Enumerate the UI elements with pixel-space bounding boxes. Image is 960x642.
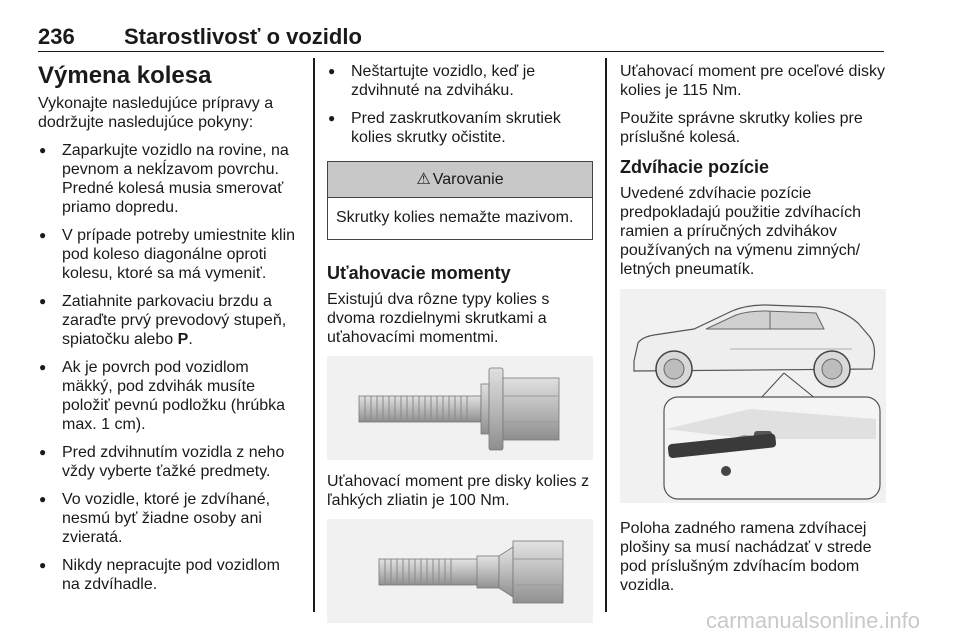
page-header bbox=[38, 22, 884, 52]
list-item bbox=[38, 292, 300, 349]
column-1 bbox=[38, 62, 300, 603]
column-3 bbox=[620, 62, 886, 604]
steel-wheel-bolt-illustration bbox=[327, 356, 593, 460]
gear-letter: P bbox=[177, 331, 189, 348]
warning-triangle-icon: ⚠ bbox=[416, 171, 431, 188]
instruction-list bbox=[38, 141, 300, 594]
alloy-torque-text: Uťahovací moment pre disky kolies z ľahkých zliatin je 100 Nm. bbox=[327, 473, 590, 509]
list-item: ● Ak je povrch pod vozidlom mäkký, pod zdvihák musíte položiť pevnú podložku (hrúbka max. 1 cm). bbox=[38, 358, 300, 434]
page-number: 236 bbox=[38, 24, 75, 49]
car-lift-point-icon bbox=[620, 289, 886, 503]
wheel-bolt-icon bbox=[327, 356, 593, 460]
column-divider bbox=[605, 58, 607, 612]
wheel-bolt-icon bbox=[327, 519, 593, 623]
lifting-position-illustration bbox=[620, 289, 886, 503]
list-item: ● Pred zdvihnutím vozidla z neho vždy vyberte ťažké predmety. bbox=[38, 443, 300, 481]
list-item: ● Nikdy nepracujte pod vozidlom na zdvíhadle. bbox=[38, 556, 300, 594]
steel-torque-text: Uťahovací moment pre oceľové disky kolies je 115 Nm. bbox=[620, 63, 886, 99]
alloy-wheel-bolt-illustration bbox=[327, 519, 593, 623]
punctuation: . bbox=[188, 331, 193, 348]
list-item: ● Zaparkujte vozidlo na rovine, na pevnom a nekĺzavom povrchu. Predné kolesá musia smerovať priamo dopredu. bbox=[38, 141, 300, 217]
warning-header bbox=[328, 162, 592, 198]
list-item: ● V prípade potreby umiestnite klin pod koleso diagonálne oproti kolesu, ktoré sa má vymeniť. bbox=[38, 226, 300, 283]
warning-text: Skrutky kolies nemažte mazivom. bbox=[336, 209, 574, 226]
instruction-list bbox=[327, 62, 593, 147]
section-heading: Výmena kolesa bbox=[38, 62, 212, 89]
figure-caption: Poloha zadného ramena zdvíhacej plošiny sa musí nachádzať v strede pod príslušným zdvíhacím bodom vozidla. bbox=[620, 520, 872, 594]
list-item: ● Vo vozidle, ktoré je zdvíhané, nesmú byť žiadne osoby ani zvieratá. bbox=[38, 490, 300, 547]
warning-box bbox=[327, 161, 593, 240]
intro-text: Uvedené zdvíhacie pozície predpokladajú použitie zdvíhacích ramien a príručných zdvihákov používaných na výmenu zimných/ letných pneumatík. bbox=[620, 185, 862, 278]
screws-text: Použite správne skrutky kolies pre príslušné kolesá. bbox=[620, 110, 863, 146]
intro-text: Existujú dva rôzne typy kolies s dvoma rozdielnymi skrutkami a uťahovacími momentmi. bbox=[327, 291, 550, 346]
list-item: ● Neštartujte vozidlo, keď je zdvihnuté na zdviháku. bbox=[327, 62, 593, 100]
column-2 bbox=[327, 62, 593, 623]
intro-text: Vykonajte nasledujúce prípravy a dodržujte nasledujúce pokyny: bbox=[38, 95, 274, 131]
column-divider bbox=[313, 58, 315, 612]
list-item: ● Pred zaskrutkovaním skrutiek kolies skrutky očistite. bbox=[327, 109, 593, 147]
list-item-text: Zatiahnite parkovaciu brzdu a zaraďte prvý prevodový stupeň, spiatočku alebo bbox=[62, 293, 287, 348]
watermark: carmanualsonline.info bbox=[705, 608, 920, 633]
section-heading: Zdvíhacie pozície bbox=[620, 157, 770, 177]
section-heading: Uťahovacie momenty bbox=[327, 263, 511, 283]
warning-title: Varovanie bbox=[432, 171, 504, 188]
chapter-title: Starostlivosť o vozidlo bbox=[124, 24, 362, 49]
